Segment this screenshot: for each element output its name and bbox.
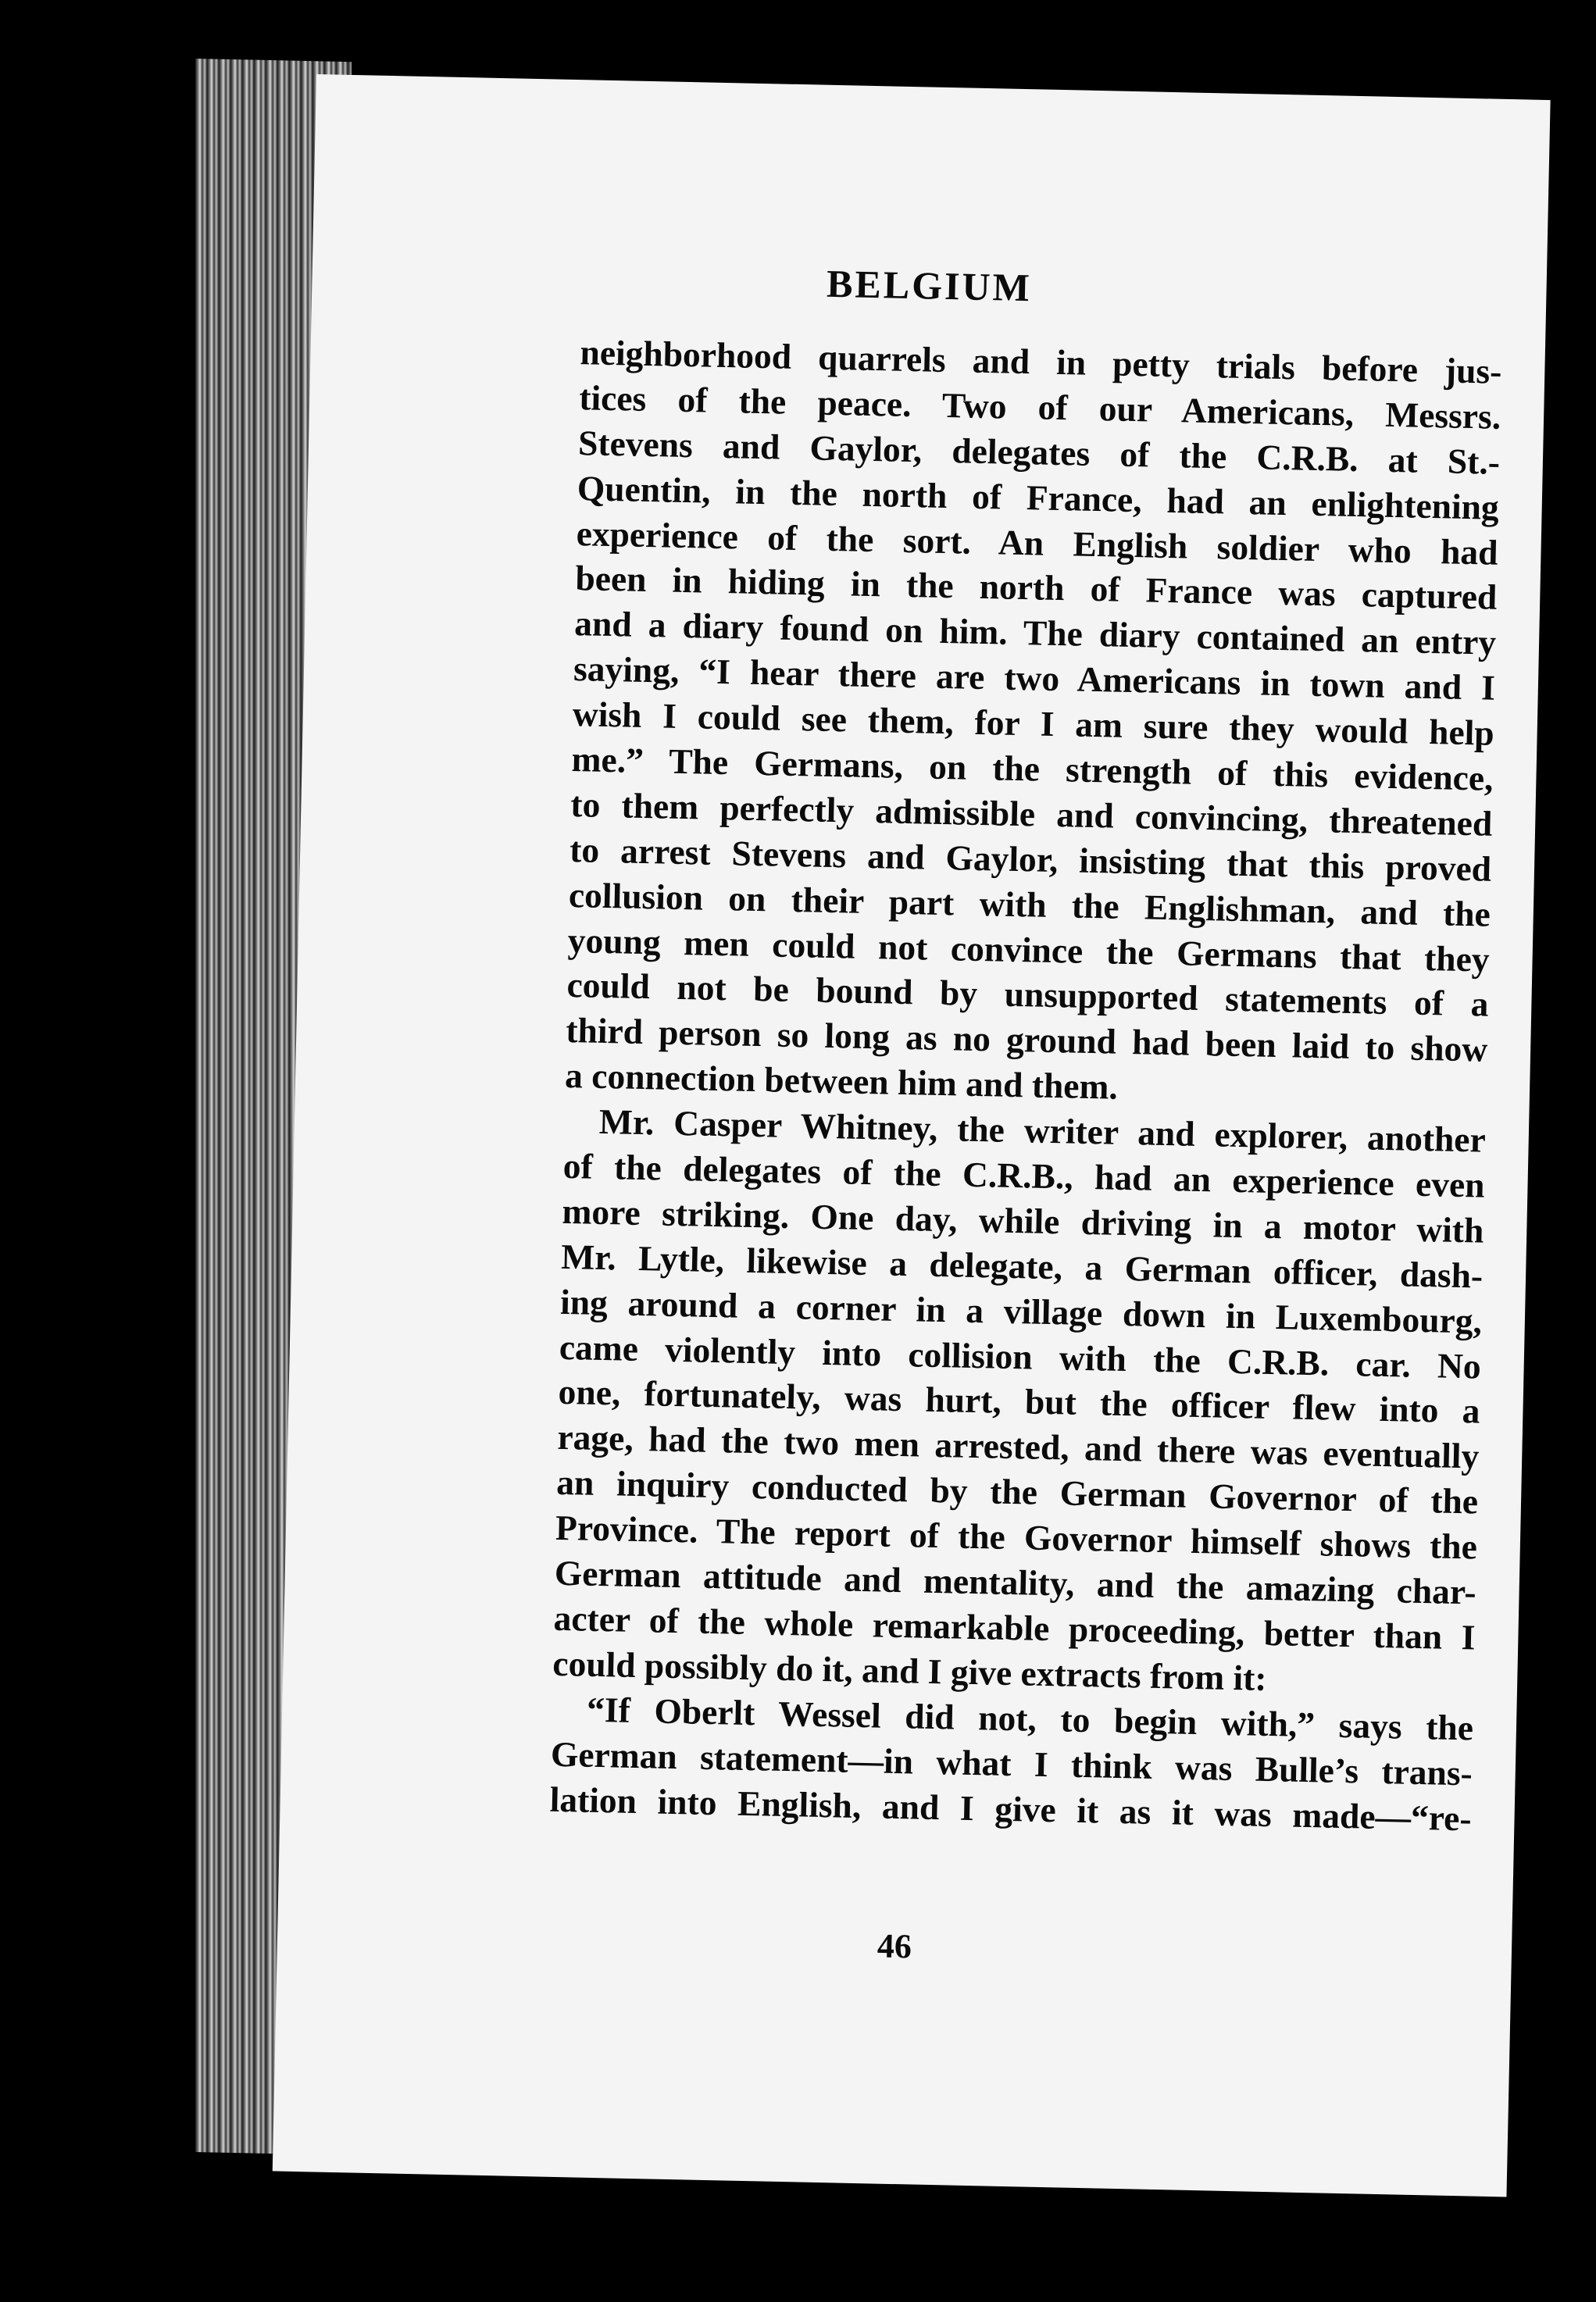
body-text [549, 330, 1502, 1841]
text-line: to arrest Stevens and Gaylor, insisting that this proved [569, 829, 1492, 889]
running-head: BELGIUM [826, 261, 1033, 310]
text-line: came violently into collision with the C.R.B. car. No [559, 1326, 1482, 1387]
text-line: “If Oberlt Wessel did not, to begin with,” says the [586, 1689, 1474, 1748]
text-line: Quentin, in the north of France, had an enlightening [577, 467, 1500, 527]
text-line: acter of the whole remarkable proceeding, better than I [553, 1597, 1476, 1658]
book-page [273, 74, 1551, 2197]
text-line: ing around a corner in a village down in Luxembourg, [559, 1281, 1483, 1341]
text-line: tices of the peace. Two of our Americans, Messrs. [578, 377, 1501, 437]
text-line: lation into English, and I give it as it was made—“re- [549, 1779, 1473, 1838]
text-line: and a diary found on him. The diary contained an entry [573, 603, 1497, 663]
text-line: wish I could see them, for I am sure they would help [572, 694, 1495, 753]
text-line: me.” The Germans, on the strength of this evidence, [571, 739, 1494, 798]
page-number: 46 [877, 1926, 912, 1966]
text-line: one, fortunately, was hurt, but the officer flew into a [558, 1372, 1481, 1432]
text-line: experience of the sort. An English soldier who had [576, 512, 1499, 573]
text-line: could not be bound by unsupported statements of a [566, 965, 1489, 1025]
text-line: third person so long as no ground had been laid to show [565, 1010, 1488, 1070]
text-line: young men could not convince the Germans that they [567, 919, 1491, 980]
text-line: saying, “I hear there are two Americans in town and I [573, 648, 1496, 708]
text-line: rage, had the two men arrested, and there was eventually [556, 1417, 1480, 1476]
text-line: German attitude and mentality, and the amazing char- [554, 1552, 1477, 1612]
text-line: been in hiding in the north of France was captured [575, 558, 1498, 618]
text-line: could possibly do it, and I give extracts from it: [552, 1643, 1268, 1698]
text-line: German statement—in what I think was Bulle’s trans- [550, 1733, 1473, 1793]
text-line: Mr. Casper Whitney, the writer and explorer, another [598, 1101, 1487, 1160]
text-line: Mr. Lytle, likewise a delegate, a German officer, dash- [560, 1236, 1484, 1296]
text-line: more striking. One day, while driving in a motor with [562, 1190, 1484, 1251]
text-line: of the delegates of the C.R.B., had an experience even [562, 1145, 1486, 1205]
text-line: Province. The report of the Governor himself shows the [555, 1507, 1478, 1567]
text-line: a connection between him and them. [564, 1055, 1119, 1108]
text-line: neighborhood quarrels and in petty trials before jus- [580, 332, 1502, 391]
text-line: an inquiry conducted by the German Governor of the [555, 1462, 1479, 1522]
text-line: Stevens and Gaylor, delegates of the C.R.B. at St.- [577, 422, 1501, 482]
text-line: to them perfectly admissible and convincing, threatened [569, 783, 1493, 844]
text-line: collusion on their part with the Englishman, and the [568, 874, 1491, 934]
